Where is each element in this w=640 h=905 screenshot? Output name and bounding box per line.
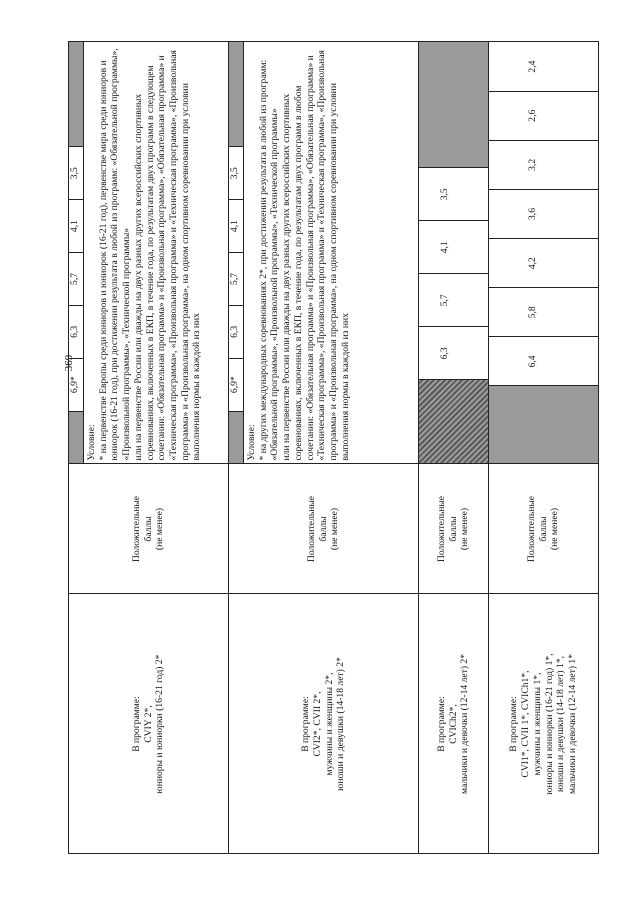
program-cell [229, 594, 419, 854]
value: 6,3 [69, 306, 83, 359]
page-number: 369 [63, 354, 75, 372]
value: 3,5 [229, 147, 243, 200]
points-line: Положительные [305, 495, 317, 563]
program-line: мальчики и девочки (12-14 лет) 1* [566, 653, 578, 795]
values-strip [69, 43, 84, 464]
program-line: юноши и девушки (14-18 лет) 1*, [555, 655, 567, 793]
values-cell [489, 42, 599, 464]
value: 3,6 [489, 190, 598, 239]
value: 6,4 [489, 337, 598, 386]
value: 5,7 [419, 274, 488, 327]
value: 2,4 [489, 43, 598, 92]
condition-text: или на первенстве России или дважды на двух разных других всероссийских спортивных соревнованиях, включенных в ЕКП, в течение года, по результатам двух программ в любом сочетании: «Обязательная программа» и «Произвольная программа», «Обязательная программа» и «Техническая программа», «Произвольная программа» и «Техническая программа», «Произвольная программа» и «Произвольная программа», на одном спортивном соревновании при условии выполнения нормы в каждой из них [281, 50, 351, 461]
value: 4,1 [229, 200, 243, 253]
program-line: В программе: [300, 696, 312, 752]
points-line: баллы [142, 516, 154, 542]
program-line: CVI2*, CVII 2*, [311, 691, 323, 757]
value: 4,2 [489, 239, 598, 288]
points-cell [229, 464, 419, 594]
values-strip [229, 43, 244, 464]
points-line: Положительные [525, 495, 537, 563]
program-line: CVI1*, CVII 1*, CVICh1*, [520, 670, 532, 778]
program-cell [69, 594, 229, 854]
value: 3,5 [69, 147, 83, 200]
values-cell [419, 42, 489, 464]
program-line: В программе: [435, 696, 447, 752]
values-strip [489, 43, 598, 464]
program-line: CVICh2*, [447, 704, 459, 744]
points-line: (не менее) [459, 507, 471, 551]
value: 5,8 [489, 288, 598, 337]
points-line: баллы [447, 516, 459, 542]
condition-text: Условие: [246, 424, 257, 461]
points-cell [419, 464, 489, 594]
value: 6,9* [69, 359, 83, 412]
table-row [69, 42, 229, 856]
program-cell [489, 594, 599, 854]
value: 6,3 [229, 306, 243, 359]
points-line: баллы [317, 516, 329, 542]
shaded-cell [489, 386, 598, 463]
value: 6,9* [229, 359, 243, 412]
value: 2,6 [489, 92, 598, 141]
program-line: мужчины и женщины 2*, [323, 672, 335, 776]
program-line: юниоры и юниорки (16-21 год) 1*, [543, 653, 555, 795]
conditions [244, 43, 353, 464]
points-cell [69, 464, 229, 594]
condition-text: Условие: [86, 424, 97, 461]
table-row [419, 42, 489, 856]
program-cell [419, 594, 489, 854]
program-line: мальчики и девочки (12-14 лет) 2* [459, 653, 471, 795]
value: 4,1 [69, 200, 83, 253]
points-cell [489, 464, 599, 594]
program-line: CVIY 2*, [142, 705, 154, 743]
program-line: юноши и девушки (14-18 лет) 2* [335, 657, 347, 791]
program-line: юниоры и юниорки (16-21 год) 2* [154, 654, 166, 794]
table-row [229, 42, 419, 856]
points-line: (не менее) [329, 507, 341, 551]
value: 4,1 [419, 221, 488, 274]
condition-text: или на первенстве России или дважды на двух разных других всероссийских спортивных соревнованиях, включенных в ЕКП, в течение года, по результатам двух программ в следующем сочетании: «Обязательная программа» и «Произвольная программа», «Обязательная программа» и «Техническая программа», «Произвольная программа» и «Техническая программа», «Произвольная программа» и «Произвольная программа», на одном спортивном соревновании при условии выполнения нормы в каждой из них [132, 50, 203, 461]
values-cell [229, 42, 419, 464]
points-line: (не менее) [154, 507, 166, 551]
values-cell [69, 42, 229, 464]
condition-text: * на других международных соревнованиях 2*, при достижении результата в любой из программ: «Обязательной программы», «Произвольной программы», «Технической программы» [257, 59, 281, 461]
program-line: В программе: [130, 696, 142, 752]
points-line: Положительные [130, 495, 142, 563]
program-line: В программе: [508, 696, 520, 752]
value: 5,7 [69, 253, 83, 306]
points-line: баллы [537, 516, 549, 542]
scan-noise [419, 380, 488, 463]
values-strip [419, 43, 488, 464]
value: 6,3 [419, 327, 488, 380]
rotated-table-wrapper [68, 42, 598, 856]
value: 5,7 [229, 253, 243, 306]
table-row [489, 42, 599, 856]
standards-table [68, 42, 599, 857]
points-line: Положительные [435, 495, 447, 563]
value: 3,2 [489, 141, 598, 190]
value: 3,5 [419, 168, 488, 221]
program-line: мужчины и женщины 1*, [531, 672, 543, 776]
condition-text: * на первенстве Европы среди юниоров и юниорок (16-21 год), первенстве мира среди юниоров и юниорок (16-21 год), при достижении результата в любой из программ: «Обязательной программы», «Произвольной программы», «Технической программы» [97, 48, 133, 461]
points-line: (не менее) [549, 507, 561, 551]
conditions [84, 43, 205, 464]
